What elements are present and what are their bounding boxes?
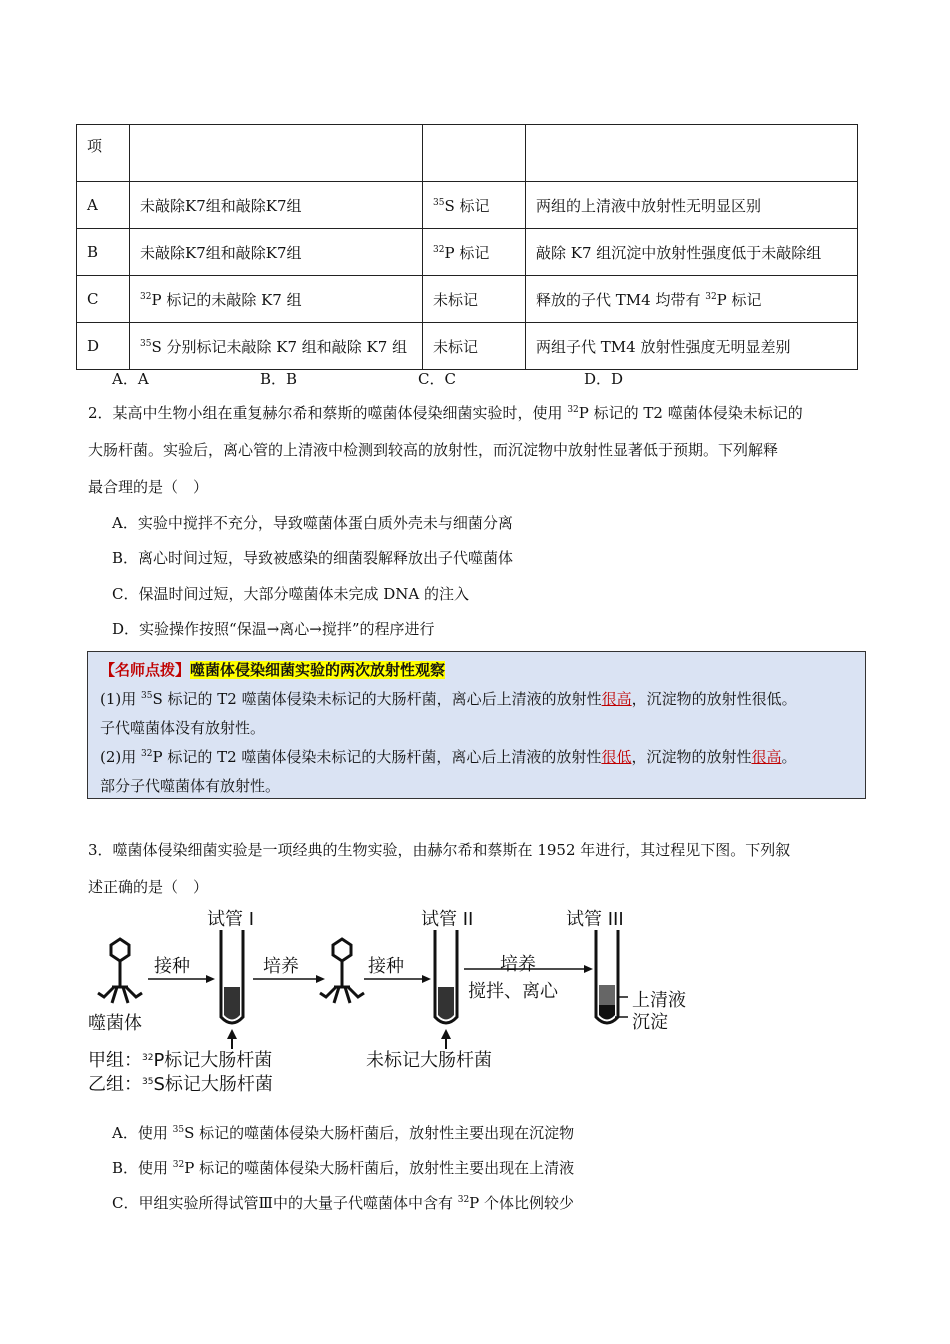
table-cell: 项 — [77, 125, 130, 182]
test-tube-icon — [596, 930, 628, 1023]
q2-option-a[interactable]: A．实验中搅拌不充分，导致噬菌体蛋白质外壳未与细菌分离 — [112, 514, 513, 532]
q2-option-d[interactable]: D．实验操作按照“保温→离心→搅拌”的程序进行 — [112, 620, 435, 638]
table-cell: B — [77, 229, 130, 276]
table-row — [77, 182, 858, 229]
step-inoculate-1: 接种 — [154, 956, 190, 977]
table-cell: 敲除 K7 组沉淀中放射性强度低于未敲除组 — [526, 229, 858, 276]
q2-stem-line1: 2．某高中生物小组在重复赫尔希和蔡斯的噬菌体侵染细菌实验时，使用 $^{32}$P 标记的 T2 噬菌体侵染未标记的 — [88, 404, 803, 422]
tube3-label: 试管 III — [566, 909, 624, 930]
test-tube-icon — [435, 930, 457, 1049]
table-row — [77, 229, 858, 276]
q3-option-b[interactable]: B．使用 $^{32}$P 标记的噬菌体侵染大肠杆菌后，放射性主要出现在上清液 — [112, 1159, 575, 1177]
step-stir-centrifuge: 搅拌、离心 — [468, 981, 558, 1002]
step-culture-1: 培养 — [263, 956, 299, 977]
phage-icon — [320, 939, 364, 1003]
table-cell — [526, 125, 858, 182]
experiment-table — [76, 124, 858, 370]
group-b-label: 乙组：$^{35}$S标记大肠杆菌 — [88, 1074, 273, 1095]
table-cell: 两组子代 TM4 放射性强度无明显差别 — [526, 323, 858, 370]
option-c[interactable]: C．C — [418, 370, 456, 388]
tip-line4: 部分子代噬菌体有放射性。 — [100, 777, 281, 795]
table-cell: 未标记 — [423, 276, 526, 323]
tube2-label: 试管 II — [421, 909, 474, 930]
tip-line2: 子代噬菌体没有放射性。 — [100, 719, 266, 737]
option-a[interactable]: A．A — [112, 370, 149, 388]
unlabeled-ecoli-label: 未标记大肠杆菌 — [366, 1050, 492, 1071]
table-row — [77, 323, 858, 370]
experiment-diagram — [88, 905, 728, 1100]
q3-stem-line1: 3．噬菌体侵染细菌实验是一项经典的生物实验，由赫尔希和蔡斯在 1952 年进行，其过程见下图。下列叙 — [88, 841, 791, 859]
test-tube-icon — [221, 930, 243, 1049]
q2-option-b[interactable]: B．离心时间过短，导致被感染的细菌裂解释放出子代噬菌体 — [112, 549, 514, 567]
phage-icon — [98, 939, 142, 1003]
supernatant-label: 上清液 — [632, 990, 686, 1011]
step-culture-2: 培养 — [500, 954, 536, 975]
group-a-label: 甲组：$^{32}$P标记大肠杆菌 — [88, 1050, 273, 1071]
q2-stem-line2: 大肠杆菌。实验后，离心管的上清液中检测到较高的放射性，而沉淀物中放射性显著低于预期。下列解释 — [88, 441, 779, 459]
table-cell: 未敲除K7组和敲除K7组 — [130, 182, 423, 229]
q2-option-c[interactable]: C．保温时间过短，大部分噬菌体未完成 DNA 的注入 — [112, 585, 469, 603]
table-cell: 两组的上清液中放射性无明显区别 — [526, 182, 858, 229]
table-cell: D — [77, 323, 130, 370]
q3-option-a[interactable]: A．使用 $^{35}$S 标记的噬菌体侵染大肠杆菌后，放射性主要出现在沉淀物 — [112, 1124, 575, 1142]
sediment-label: 沉淀 — [632, 1012, 668, 1033]
option-d[interactable]: D．D — [584, 370, 624, 388]
teacher-tip-box — [87, 651, 866, 799]
q3-stem-line2: 述正确的是（ ） — [88, 878, 209, 896]
table-cell — [423, 125, 526, 182]
q2-stem-line3: 最合理的是（ ） — [88, 478, 209, 496]
tip-line1: (1)用 $^{35}$S 标记的 T2 噬菌体侵染未标记的大肠杆菌，离心后上清液的放射性很高，沉淀物的放射性很低。 — [100, 690, 797, 708]
tube1-label: 试管 I — [207, 909, 255, 930]
table-cell: 释放的子代 TM4 均带有 $^{32}$P 标记 — [526, 276, 858, 323]
table-cell: $^{35}$S 分别标记未敲除 K7 组和敲除 K7 组 — [130, 323, 423, 370]
table-cell: $^{35}$S 标记 — [423, 182, 526, 229]
tip-line3: (2)用 $^{32}$P 标记的 T2 噬菌体侵染未标记的大肠杆菌，离心后上清液的放射性很低，沉淀物的放射性很高。 — [100, 748, 797, 766]
table-cell: $^{32}$P 标记 — [423, 229, 526, 276]
table-cell: A — [77, 182, 130, 229]
table-row — [77, 125, 858, 182]
option-b[interactable]: B．B — [260, 370, 298, 388]
table-cell: 未标记 — [423, 323, 526, 370]
step-inoculate-2: 接种 — [368, 956, 404, 977]
phage-label: 噬菌体 — [88, 1013, 142, 1034]
table-cell: 未敲除K7组和敲除K7组 — [130, 229, 423, 276]
q3-option-c[interactable]: C．甲组实验所得试管Ⅲ中的大量子代噬菌体中含有 $^{32}$P 个体比例较少 — [112, 1194, 575, 1212]
table-cell — [130, 125, 423, 182]
table-cell: C — [77, 276, 130, 323]
table-cell: $^{32}$P 标记的未敲除 K7 组 — [130, 276, 423, 323]
table-row — [77, 276, 858, 323]
tip-heading: 【名师点拨】噬菌体侵染细菌实验的两次放射性观察 — [100, 661, 446, 679]
q1-options — [112, 368, 812, 388]
